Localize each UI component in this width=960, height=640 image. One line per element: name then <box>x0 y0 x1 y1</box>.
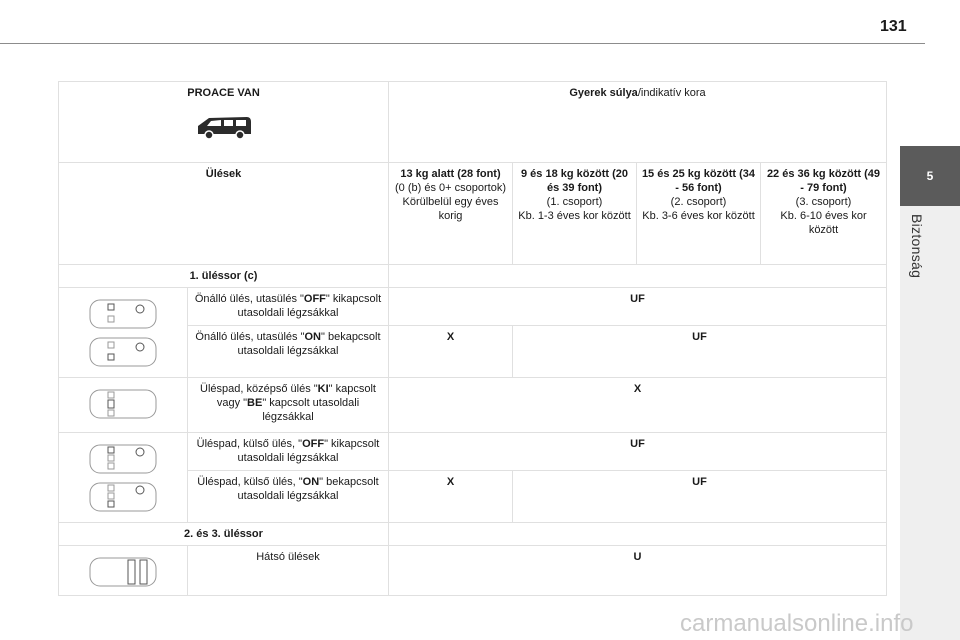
cell-value: X <box>389 378 887 433</box>
group-3-weight: 22 és 36 kg között (49 - 79 font) <box>766 168 881 194</box>
seat-diagram-cell <box>59 378 188 433</box>
weight-header-cell <box>389 82 887 163</box>
group-3-line: (3. csoport) <box>795 196 852 208</box>
table-row <box>59 433 887 471</box>
section-1-label: 1. üléssor (c) <box>59 265 389 288</box>
watermark: carmanualsonline.info <box>680 610 914 637</box>
group-1-line: Kb. 1-3 éves kor között <box>518 210 631 222</box>
cell-value: X <box>389 326 513 378</box>
label-part: " kikapcsolt utasoldali légzsákkal <box>237 438 380 464</box>
label-part: " kikapcsolt utasoldali légzsákkal <box>237 293 382 319</box>
header-rule <box>0 43 925 44</box>
group-col-0 <box>389 163 513 265</box>
cell-value: UF <box>513 326 887 378</box>
cell-value: X <box>389 471 513 523</box>
chapter-title: Biztonság <box>909 214 925 279</box>
vehicle-header-cell <box>59 82 389 163</box>
cell-value: U <box>389 546 887 596</box>
group-0-line: (0 (b) és 0+ csoportok) <box>395 182 506 194</box>
group-col-3 <box>761 163 887 265</box>
row-label: Hátsó ülések <box>188 546 389 596</box>
label-part: Üléspad, külső ülés, " <box>197 476 303 488</box>
group-0-weight: 13 kg alatt (28 font) <box>400 168 501 180</box>
group-1-weight: 9 és 18 kg között (20 és 39 font) <box>521 168 628 194</box>
group-2-line: (2. csoport) <box>670 196 727 208</box>
label-part: " kapcsolt vagy " <box>216 383 376 409</box>
row-label <box>188 326 389 378</box>
seat-diagram-cell <box>59 288 188 378</box>
page-number: 131 <box>880 18 907 35</box>
label-part: Önálló ülés, utasülés " <box>195 331 305 343</box>
seat-diagram-icon <box>88 336 158 368</box>
row-label <box>188 288 389 326</box>
seat-diagram-icon <box>88 443 158 475</box>
label-part: Önálló ülés, utasülés " <box>194 293 304 305</box>
table-row <box>59 546 887 596</box>
table-row <box>59 378 887 433</box>
row-label <box>188 433 389 471</box>
cell-value: UF <box>389 288 887 326</box>
label-part: " bekapcsolt utasoldali légzsákkal <box>237 331 381 357</box>
vehicle-name: PROACE VAN <box>187 87 260 99</box>
group-2-weight: 15 és 25 kg között (34 - 56 font) <box>641 168 756 194</box>
cell-value: UF <box>513 471 887 523</box>
label-part: " bekapcsolt utasoldali légzsákkal <box>237 476 379 502</box>
section-row <box>59 523 887 546</box>
section-1-empty <box>389 265 887 288</box>
group-3-line: Kb. 6-10 éves kor között <box>780 210 867 236</box>
group-1-line: (1. csoport) <box>546 196 603 208</box>
child-seat-compatibility-table <box>58 81 887 596</box>
label-bold: OFF <box>302 438 325 450</box>
row-label <box>188 378 389 433</box>
weight-header-bold: Gyerek súlya <box>569 87 638 99</box>
section-2-empty <box>389 523 887 546</box>
seat-diagram-cell <box>59 546 188 596</box>
section-2-label: 2. és 3. üléssor <box>59 523 389 546</box>
group-header-row <box>59 163 887 265</box>
table-header-row <box>59 82 887 163</box>
chapter-tab[interactable]: 5 <box>900 146 960 206</box>
seat-diagram-cell <box>59 433 188 523</box>
label-bold: ON <box>302 476 320 488</box>
label-part: Üléspad, külső ülés, " <box>196 438 303 450</box>
group-col-1 <box>513 163 637 265</box>
group-0-line: Körülbelül egy éves korig <box>402 196 499 222</box>
section-row <box>59 265 887 288</box>
label-bold: KI <box>317 383 329 395</box>
seat-diagram-icon <box>88 481 158 513</box>
row-label <box>188 471 389 523</box>
group-col-2 <box>637 163 761 265</box>
weight-header-rest: /indikatív kora <box>637 87 706 99</box>
label-part: Üléspad, középső ülés " <box>200 383 318 395</box>
seat-diagram-icon <box>88 388 158 420</box>
label-bold: OFF <box>303 293 326 305</box>
label-part: " kapcsolt utasoldali légzsákkal <box>262 397 360 423</box>
cell-value: UF <box>389 433 887 471</box>
seat-diagram-icon <box>88 556 158 588</box>
label-bold: BE <box>247 397 263 409</box>
label-bold: ON <box>304 331 321 343</box>
seats-label: Ülések <box>59 163 389 265</box>
van-icon <box>195 114 253 144</box>
table-row <box>59 288 887 326</box>
seat-diagram-icon <box>88 298 158 330</box>
group-2-line: Kb. 3-6 éves kor között <box>642 210 755 222</box>
